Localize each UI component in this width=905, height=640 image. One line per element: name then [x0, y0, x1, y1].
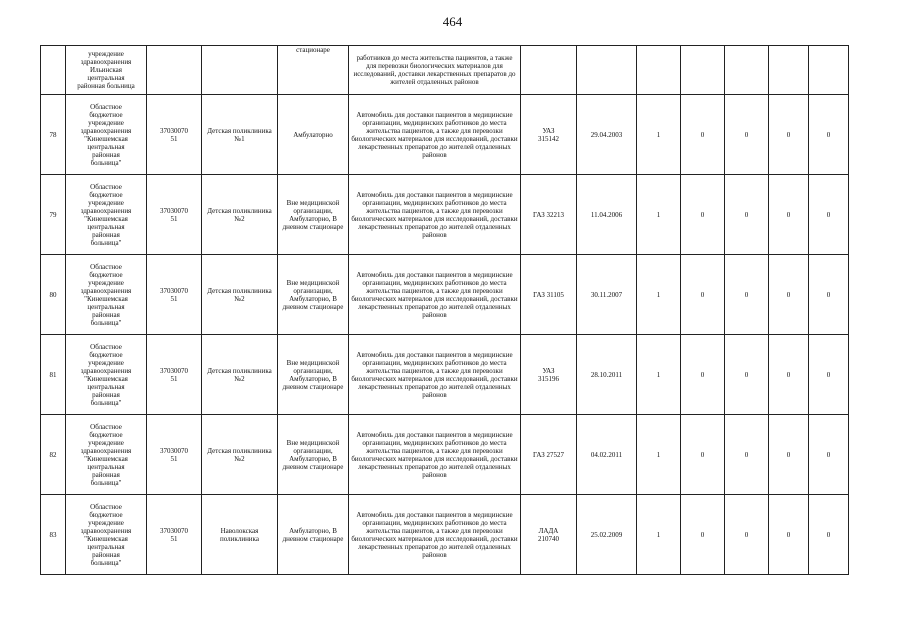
cell-c2: 0: [681, 335, 725, 415]
cell-c3: 0: [725, 495, 769, 575]
cell-vehicle: ГАЗ 31105: [521, 255, 577, 335]
cell-c1: 1: [637, 95, 681, 175]
cell-department: Детская поликлиника №2: [202, 415, 278, 495]
cell-purpose: работников до места жительства пациентов, а также для перевозки биологических материалов для исследований, доставки лекарственных препаратов до жителей отдаленных районов: [349, 46, 521, 95]
cell-purpose: Автомобиль для доставки пациентов в медицинские организации, медицинских работников до места жительства пациентов, а также для перевозки биологических материалов для исследований, доставки лекарственных препаратов до жителей отдаленных районов: [349, 335, 521, 415]
cell-location: Вне медицинской организации, Амбулаторно, В дневном стационаре: [278, 175, 349, 255]
cell-institution: Областное бюджетное учреждение здравоохранения "Кинешемская центральная районная больница": [66, 255, 147, 335]
cell-c5: 0: [809, 495, 849, 575]
cell-num: [41, 46, 66, 95]
table-row-partial: [41, 46, 849, 95]
cell-num: 82: [41, 415, 66, 495]
cell-location: Амбулаторно, В дневном стационаре: [278, 495, 349, 575]
cell-institution: Областное бюджетное учреждение здравоохранения "Кинешемская центральная районная больница": [66, 335, 147, 415]
cell-c3: [725, 46, 769, 95]
cell-vehicle: [521, 46, 577, 95]
table-row: [41, 495, 849, 575]
cell-department: [202, 46, 278, 95]
cell-num: 78: [41, 95, 66, 175]
cell-vehicle: ГАЗ 32213: [521, 175, 577, 255]
cell-c4: 0: [769, 255, 809, 335]
cell-c2: 0: [681, 495, 725, 575]
cell-c5: [809, 46, 849, 95]
cell-purpose: Автомобиль для доставки пациентов в медицинские организации, медицинских работников до места жительства пациентов, а также для перевозки биологических материалов для исследований, доставки лекарственных препаратов до жителей отдаленных районов: [349, 255, 521, 335]
cell-c4: [769, 46, 809, 95]
cell-c4: 0: [769, 415, 809, 495]
cell-c2: 0: [681, 175, 725, 255]
cell-num: 81: [41, 335, 66, 415]
cell-c4: 0: [769, 335, 809, 415]
cell-vehicle: ГАЗ 27527: [521, 415, 577, 495]
cell-date: [577, 46, 637, 95]
table-row: [41, 335, 849, 415]
cell-location: Вне медицинской организации, Амбулаторно, В дневном стационаре: [278, 255, 349, 335]
cell-vehicle: ЛАДА 210740: [521, 495, 577, 575]
cell-num: 80: [41, 255, 66, 335]
cell-c5: 0: [809, 335, 849, 415]
cell-c5: 0: [809, 175, 849, 255]
cell-c4: 0: [769, 495, 809, 575]
cell-c2: [681, 46, 725, 95]
cell-c4: 0: [769, 175, 809, 255]
cell-c3: 0: [725, 175, 769, 255]
cell-department: Наволокская поликлиника: [202, 495, 278, 575]
cell-department: Детская поликлиника №2: [202, 335, 278, 415]
cell-code: [147, 46, 202, 95]
cell-vehicle: УАЗ 315142: [521, 95, 577, 175]
cell-institution: Областное бюджетное учреждение здравоохранения "Кинешемская центральная районная больница": [66, 95, 147, 175]
cell-date: 11.04.2006: [577, 175, 637, 255]
cell-c5: 0: [809, 415, 849, 495]
cell-institution: Областное бюджетное учреждение здравоохранения "Кинешемская центральная районная больница": [66, 175, 147, 255]
table-row: [41, 415, 849, 495]
cell-location: Амбулаторно: [278, 95, 349, 175]
cell-c2: 0: [681, 95, 725, 175]
cell-department: Детская поликлиника №2: [202, 255, 278, 335]
cell-date: 25.02.2009: [577, 495, 637, 575]
cell-date: 29.04.2003: [577, 95, 637, 175]
cell-department: Детская поликлиника №1: [202, 95, 278, 175]
cell-purpose: Автомобиль для доставки пациентов в медицинские организации, медицинских работников до места жительства пациентов, а также для перевозки биологических материалов для исследований, доставки лекарственных препаратов до жителей отдаленных районов: [349, 495, 521, 575]
cell-c3: 0: [725, 335, 769, 415]
cell-c1: 1: [637, 175, 681, 255]
cell-date: 30.11.2007: [577, 255, 637, 335]
cell-department: Детская поликлиника №2: [202, 175, 278, 255]
cell-vehicle: УАЗ 315196: [521, 335, 577, 415]
cell-location: Вне медицинской организации, Амбулаторно, В дневном стационаре: [278, 415, 349, 495]
cell-code: 37030070 51: [147, 255, 202, 335]
cell-purpose: Автомобиль для доставки пациентов в медицинские организации, медицинских работников до места жительства пациентов, а также для перевозки биологических материалов для исследований, доставки лекарственных препаратов до жителей отдаленных районов: [349, 175, 521, 255]
cell-c3: 0: [725, 415, 769, 495]
vehicle-table: [40, 45, 849, 575]
cell-c1: 1: [637, 415, 681, 495]
cell-code: 37030070 51: [147, 495, 202, 575]
cell-institution: Областное бюджетное учреждение здравоохранения "Кинешемская центральная районная больница": [66, 415, 147, 495]
cell-purpose: Автомобиль для доставки пациентов в медицинские организации, медицинских работников до места жительства пациентов, а также для перевозки биологических материалов для исследований, доставки лекарственных препаратов до жителей отдаленных районов: [349, 415, 521, 495]
cell-num: 79: [41, 175, 66, 255]
cell-c1: 1: [637, 255, 681, 335]
table-row: [41, 95, 849, 175]
cell-c1: 1: [637, 335, 681, 415]
cell-c2: 0: [681, 255, 725, 335]
cell-c1: 1: [637, 495, 681, 575]
cell-institution: Областное бюджетное учреждение здравоохранения "Кинешемская центральная районная больница": [66, 495, 147, 575]
cell-num: 83: [41, 495, 66, 575]
cell-code: 37030070 51: [147, 175, 202, 255]
table-row: [41, 175, 849, 255]
cell-code: 37030070 51: [147, 335, 202, 415]
cell-code: 37030070 51: [147, 415, 202, 495]
table-row: [41, 255, 849, 335]
cell-c3: 0: [725, 255, 769, 335]
cell-c2: 0: [681, 415, 725, 495]
cell-code: 37030070 51: [147, 95, 202, 175]
cell-purpose: Автомобиль для доставки пациентов в медицинские организации, медицинских работников до места жительства пациентов, а также для перевозки биологических материалов для исследований, доставки лекарственных препаратов до жителей отдаленных районов: [349, 95, 521, 175]
page-number: 464: [442, 14, 463, 29]
cell-location: Вне медицинской организации, Амбулаторно, В дневном стационаре: [278, 335, 349, 415]
cell-location: стационаре: [278, 46, 349, 95]
cell-c3: 0: [725, 95, 769, 175]
cell-date: 04.02.2011: [577, 415, 637, 495]
cell-c5: 0: [809, 255, 849, 335]
cell-c1: [637, 46, 681, 95]
cell-date: 28.10.2011: [577, 335, 637, 415]
cell-institution: учреждение здравоохранения Ильинская центральная районная больница: [66, 46, 147, 95]
cell-c4: 0: [769, 95, 809, 175]
cell-c5: 0: [809, 95, 849, 175]
